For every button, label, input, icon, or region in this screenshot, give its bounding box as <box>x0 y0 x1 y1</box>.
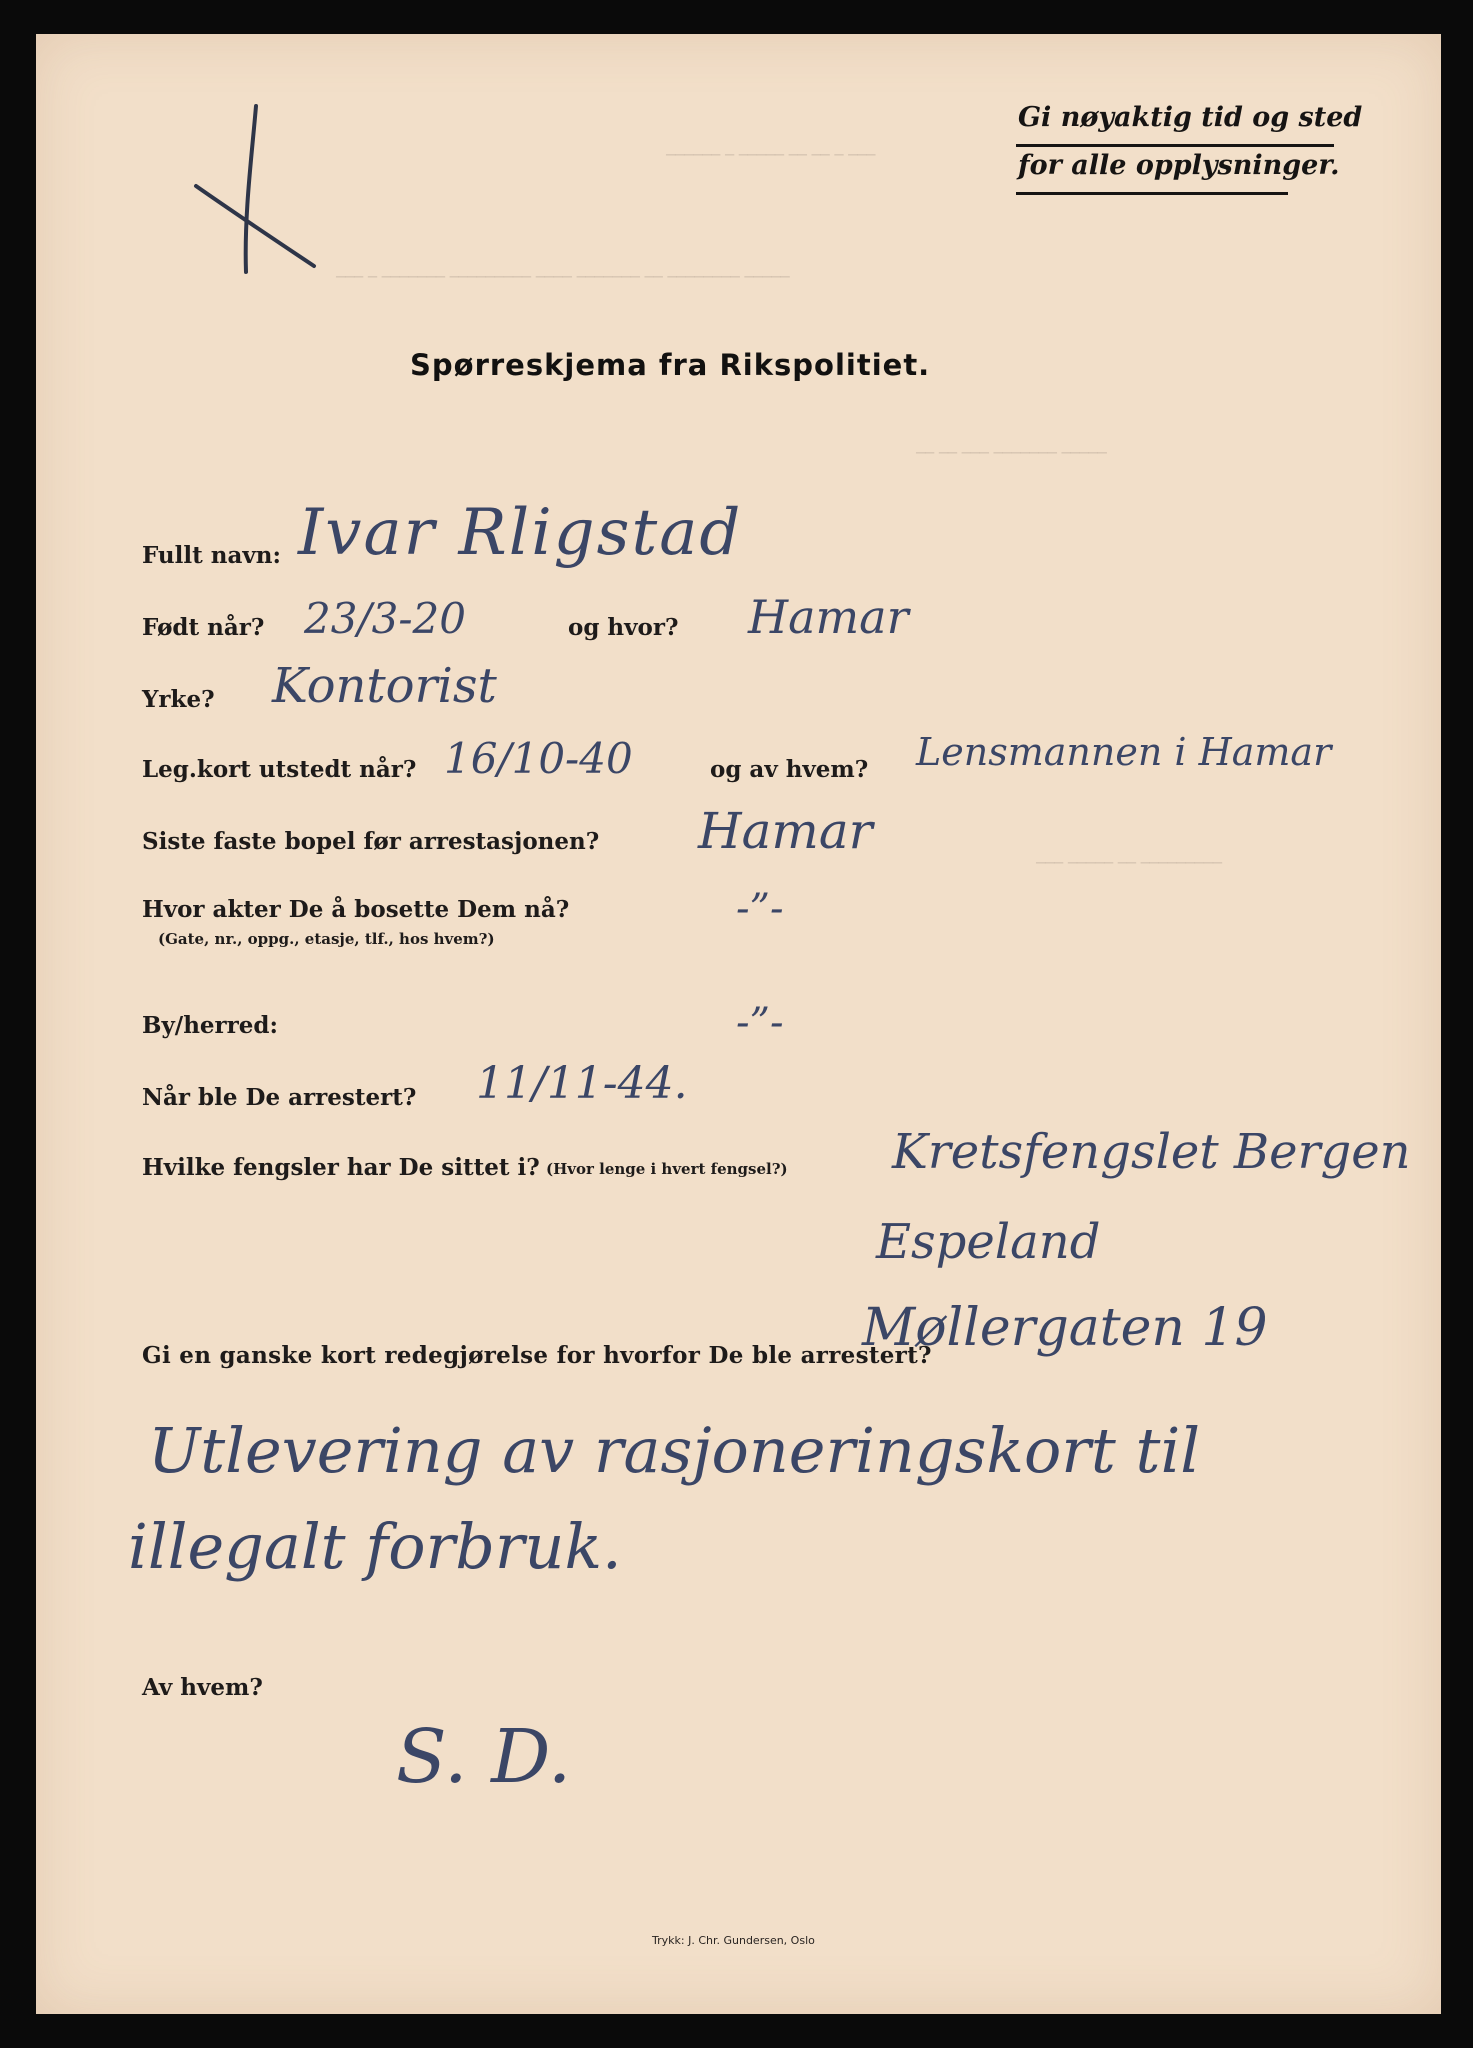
notice-line-1: Gi nøyaktig tid og sted <box>1018 102 1363 133</box>
full-name-value: Ivar Rligstad <box>298 496 743 570</box>
reason-label: Gi en ganske kort redegjørelse for hvorfor De ble arrestert? <box>142 1342 932 1369</box>
born-where-value: Hamar <box>748 590 909 644</box>
town-value: -”- <box>736 1000 784 1046</box>
form-title: Spørreskjema fra Rikspolitiet. <box>410 348 931 382</box>
full-name-label: Fullt navn: <box>142 542 281 569</box>
prisons-line-2: Espeland <box>876 1214 1101 1270</box>
corner-cross-mark-icon <box>186 94 326 294</box>
reason-line-2: illegalt forbruk. <box>128 1510 622 1583</box>
bleed-through-mark: ─── ─ ─────── ───────── ──── ─────── ── ──────── ───── <box>336 268 790 286</box>
settle-where-value: -”- <box>736 886 784 932</box>
born-when-label: Født når? <box>142 614 265 641</box>
prisons-sublabel: (Hvor lenge i hvert fengsel?) <box>546 1160 788 1178</box>
settle-where-label: Hvor akter De å bosette Dem nå? <box>142 896 570 923</box>
occupation-label: Yrke? <box>142 686 215 713</box>
notice-line-2: for alle opplysninger. <box>1018 150 1340 181</box>
town-label: By/herred: <box>142 1012 279 1039</box>
bleed-through-mark: ────── ─ ───── ── ── ─ ─── <box>666 146 876 164</box>
reason-line-1: Utlevering av rasjoneringskort til <box>148 1414 1201 1487</box>
born-when-value: 23/3-20 <box>304 594 466 643</box>
id-issued-when-value: 16/10-40 <box>444 734 633 783</box>
last-residence-value: Hamar <box>698 802 873 860</box>
prisons-label: Hvilke fengsler har De sittet i? <box>142 1154 540 1181</box>
printer-footer: Trykk: J. Chr. Gundersen, Oslo <box>652 1934 815 1947</box>
arrested-when-value: 11/11-44. <box>476 1058 688 1109</box>
form-sheet <box>36 34 1441 2014</box>
notice-underline-2 <box>1016 192 1288 195</box>
born-where-label: og hvor? <box>568 614 679 641</box>
by-whom-label: Av hvem? <box>142 1674 263 1701</box>
id-issued-by-label: og av hvem? <box>710 756 869 783</box>
settle-where-sublabel: (Gate, nr., oppg., etasje, tlf., hos hvem?) <box>158 930 495 948</box>
bleed-through-mark: ── ── ─── ─────── ───── <box>916 444 1107 462</box>
notice-underline-1 <box>1016 144 1334 147</box>
occupation-value: Kontorist <box>272 658 497 714</box>
prisons-line-1: Kretsfengslet Bergen <box>892 1124 1411 1180</box>
prisons-line-3: Møllergaten 19 <box>862 1298 1268 1358</box>
arrested-when-label: Når ble De arrestert? <box>142 1084 417 1111</box>
by-whom-value: S. D. <box>396 1714 572 1800</box>
last-residence-label: Siste faste bopel før arrestasjonen? <box>142 828 600 855</box>
id-issued-by-value: Lensmannen i Hamar <box>916 730 1332 774</box>
bleed-through-mark: ─── ───── ── ───────── <box>1036 854 1222 872</box>
id-issued-when-label: Leg.kort utstedt når? <box>142 756 417 783</box>
